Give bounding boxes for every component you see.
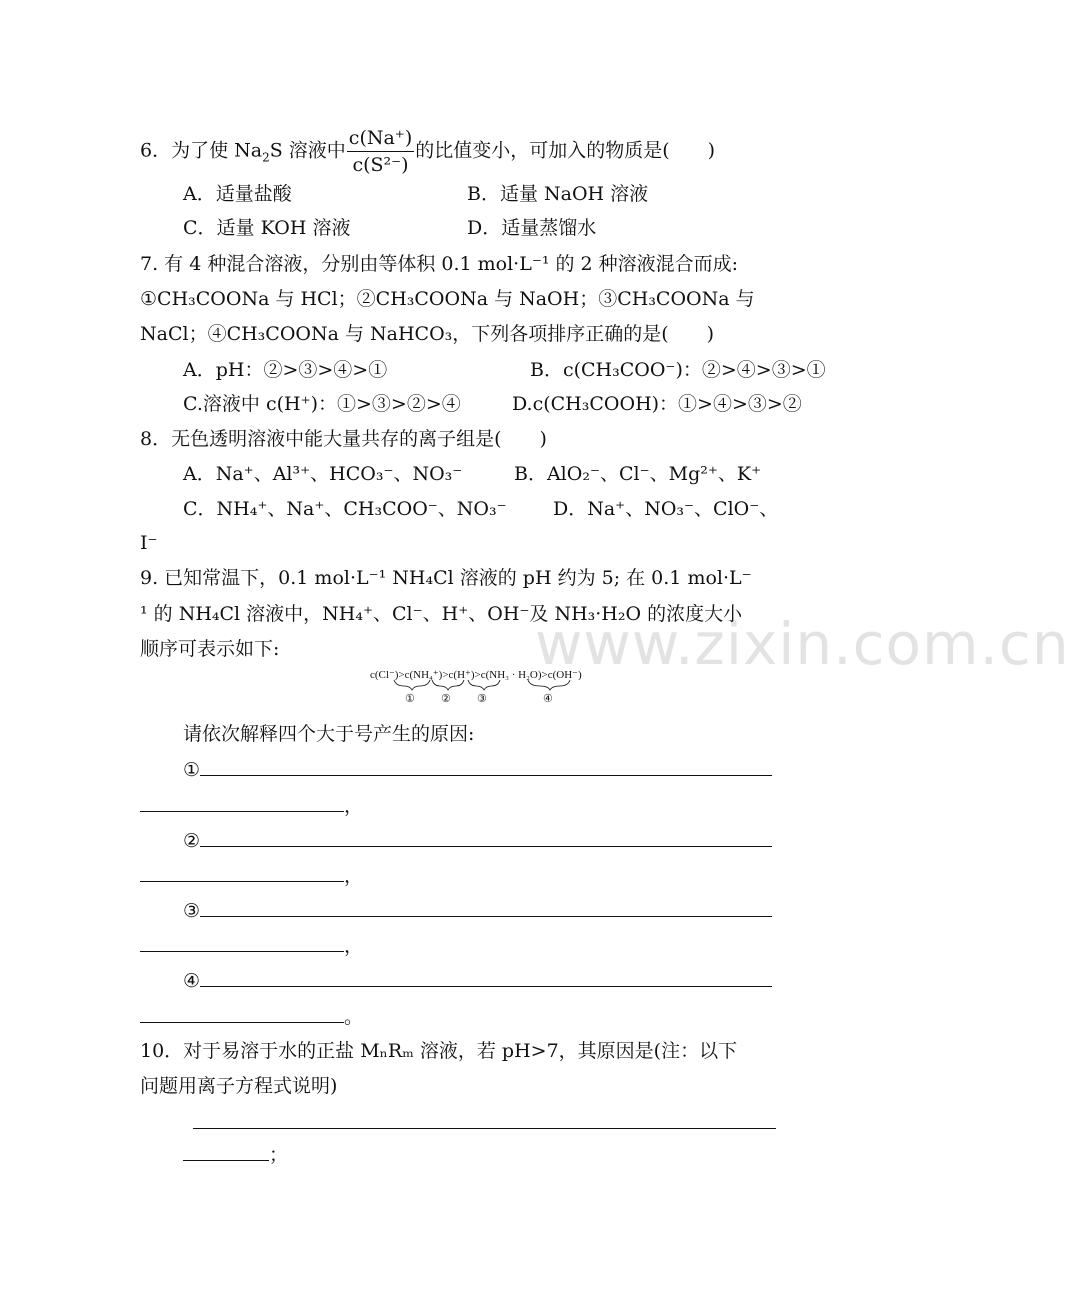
- q6-fraction-numerator: c(Na⁺): [347, 126, 414, 152]
- watermark: www.zixin.com.cn: [535, 610, 1070, 678]
- q9-answer-4: [183, 968, 772, 993]
- q9-answer-4-cont: [140, 1004, 363, 1029]
- q9-answer-4-marker: ④: [183, 970, 201, 992]
- q9-answer-1-blank[interactable]: [200, 757, 772, 776]
- q7-line-1: 7. 有 4 种混合溶液，分别由等体积 0.1 mol·L⁻¹ 的 2 种溶液混合而成:: [140, 253, 739, 275]
- q9-answer-2-blank[interactable]: [200, 828, 772, 847]
- q9-answer-1-blank-cont[interactable]: [140, 793, 344, 812]
- concentration-order-figure: [370, 668, 596, 710]
- q6-sub: 2: [262, 150, 270, 165]
- q9-answer-2-blank-cont[interactable]: [140, 863, 344, 882]
- q10-line-1: 10．对于易溶于水的正盐 MₙRₘ 溶液，若 pH>7，其原因是(注：以下: [140, 1040, 738, 1062]
- eq-mark-4: ④: [543, 693, 553, 705]
- q9-answer-4-blank[interactable]: [200, 968, 772, 987]
- q9-answer-3-marker: ③: [183, 900, 201, 922]
- q7-option-c: C.溶液中 c(H⁺)：①>③>②>④: [183, 393, 461, 415]
- q10-answer-cont: [183, 1142, 288, 1167]
- eq-mark-2: ②: [441, 693, 451, 705]
- q9-instruction: 请依次解释四个大于号产生的原因:: [183, 723, 475, 745]
- q6-mid: S 溶液中: [269, 139, 346, 162]
- eq-mark-3: ③: [477, 693, 487, 705]
- q8-option-d: D．Na⁺、NO₃⁻、ClO⁻、: [553, 498, 779, 520]
- q8-option-b: B．AlO₂⁻、Cl⁻、Mg²⁺、K⁺: [514, 463, 762, 485]
- q6-stem: [140, 126, 715, 177]
- q10-line-2: 问题用离子方程式说明): [140, 1075, 338, 1097]
- q10-answer-end: ；: [269, 1144, 289, 1166]
- q9-answer-4-end: 。: [344, 1006, 364, 1028]
- q7-line-2: ①CH₃COONa 与 HCl；②CH₃COONa 与 NaOH；③CH₃COONa 与: [140, 288, 755, 310]
- q9-answer-1-end: ，: [344, 795, 364, 817]
- q9-answer-3-end: ，: [344, 935, 364, 957]
- q6-suffix: 的比值变小，可加入的物质是( ): [415, 139, 716, 162]
- q9-answer-1: [183, 757, 772, 782]
- q9-answer-3-blank-cont[interactable]: [140, 933, 344, 952]
- q9-line-3: 顺序可表示如下:: [140, 638, 280, 660]
- q9-answer-3-cont: [140, 933, 363, 958]
- q8-option-c: C．NH₄⁺、Na⁺、CH₃COO⁻、NO₃⁻: [183, 498, 507, 520]
- q6-option-a: A．适量盐酸: [183, 183, 292, 205]
- q8-option-a: A．Na⁺、Al³⁺、HCO₃⁻、NO₃⁻: [183, 463, 463, 485]
- q9-answer-2-end: ，: [344, 865, 364, 887]
- q9-answer-4-blank-cont[interactable]: [140, 1004, 344, 1023]
- q9-answer-2-marker: ②: [183, 830, 201, 852]
- q9-answer-3-blank[interactable]: [200, 898, 772, 917]
- q6-fraction: [347, 126, 414, 177]
- q7-option-a: A．pH：②>③>④>①: [183, 359, 388, 381]
- q9-answer-1-cont: [140, 793, 363, 818]
- q9-line-1: 9. 已知常温下，0.1 mol·L⁻¹ NH₄Cl 溶液的 pH 约为 5; 在 0.1 mol·L⁻: [140, 567, 752, 589]
- q10-answer-blank[interactable]: [193, 1110, 776, 1129]
- concentration-order-equation: c(Cl⁻)>c(NH₄⁺)>c(H⁺)>c(NH₃ · H₂O)>c(OH⁻): [370, 669, 582, 681]
- q9-answer-3: [183, 898, 772, 923]
- q8-stem: 8．无色透明溶液中能大量共存的离子组是( ): [140, 428, 547, 450]
- q6-prefix: 6．为了使 Na: [140, 139, 263, 162]
- q9-answer-1-marker: ①: [183, 759, 201, 781]
- q9-answer-2-cont: [140, 863, 363, 888]
- q7-option-b: B．c(CH₃COO⁻)：②>④>③>①: [530, 359, 826, 381]
- q6-option-b: B．适量 NaOH 溶液: [467, 183, 649, 205]
- q6-fraction-denominator: c(S²⁻): [352, 154, 409, 176]
- q7-option-d: D.c(CH₃COOH)：①>④>③>②: [512, 393, 802, 415]
- q9-answer-2: [183, 828, 772, 853]
- q10-answer-blank-cont[interactable]: [183, 1142, 269, 1161]
- eq-mark-1: ①: [405, 693, 415, 705]
- q6-option-c: C．适量 KOH 溶液: [183, 217, 351, 239]
- q10-answer: [193, 1110, 776, 1135]
- q8-option-d-continued: I⁻: [140, 532, 158, 554]
- q9-line-2: ¹ 的 NH₄Cl 溶液中，NH₄⁺、Cl⁻、H⁺、OH⁻及 NH₃·H₂O 的浓度大小: [140, 603, 743, 625]
- q6-option-d: D．适量蒸馏水: [467, 217, 597, 239]
- q7-line-3: NaCl；④CH₃COONa 与 NaHCO₃，下列各项排序正确的是( ): [140, 323, 715, 345]
